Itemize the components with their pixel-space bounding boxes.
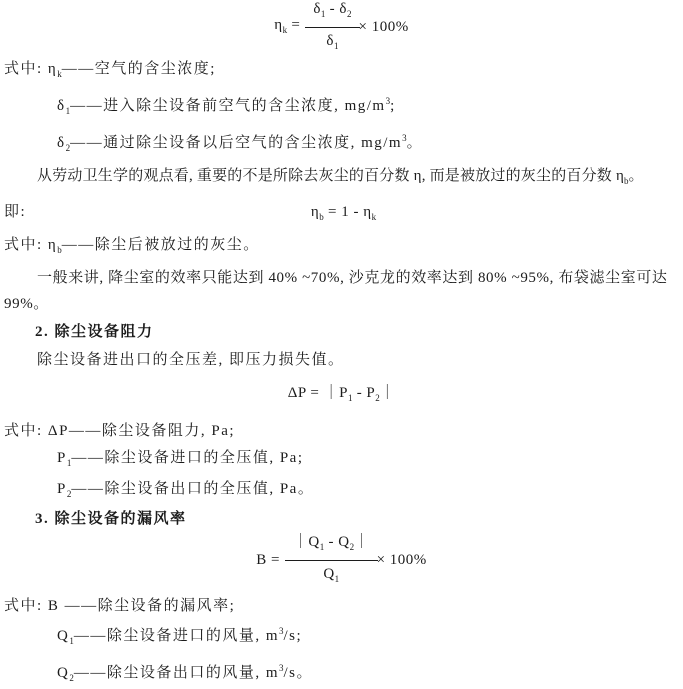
pressure-drop-expression: $\Delta P = |P_1$ - $P_2|$ <box>287 385 396 403</box>
delta2-definition: $\delta_2——$通过除尘设备以后空气的含尘浓度, $mg/m^3$。 <box>57 133 424 153</box>
q1-definition: $Q_1——$除尘设备进口的风量, $m^3/s$; <box>57 626 303 646</box>
resistance-description: 除尘设备进出口的全压差, 即压力损失值。 <box>37 352 345 368</box>
leakage-formula-denominator: $Q_1$ <box>323 565 340 584</box>
leakage-formula <box>0 533 683 587</box>
delta-p-definition: 式中: ΔP——除尘设备阻力, Pa; <box>4 423 236 439</box>
p1-definition: $P_1——$除尘设备进口的全压值, Pa; <box>57 450 304 468</box>
leakage-formula-lhs: B = <box>256 552 280 568</box>
passed-dust-formula-line <box>0 201 683 228</box>
passed-dust-formula: $\eta_b = 1 - \eta_k$ <box>310 204 377 222</box>
ji-label: 即: <box>4 204 27 220</box>
b-definition: 式中: B ——除尘设备的漏风率; <box>4 598 236 614</box>
leakage-formula-fraction <box>285 531 378 590</box>
efficiency-formula <box>0 2 683 52</box>
delta1-definition: $\delta_1——$进入除尘设备前空气的含尘浓度, $mg/m^3$; <box>57 96 396 116</box>
leakage-formula-suffix: × 100% <box>376 552 427 568</box>
hygiene-paragraph: 从劳动卫生学的观点看, 重要的不是所除去灰尘的百分数 η, 而是被放过的灰尘的百分数 $\eta_b$。 <box>37 168 644 186</box>
q2-definition: $Q_2——$除尘设备出口的风量, $m^3/s$。 <box>57 663 314 683</box>
pressure-drop-formula <box>0 382 683 409</box>
p2-definition: $P_2——$除尘设备出口的全压值, Pa。 <box>57 481 315 499</box>
section-heading-2: 2. 除尘设备阻力 <box>35 324 154 340</box>
efficiency-formula-numerator: $\delta_1 - \delta_2$ <box>305 0 359 28</box>
efficiency-formula-fraction <box>305 0 359 57</box>
leakage-formula-numerator: $|Q_1$ - $Q_2|$ <box>285 531 378 561</box>
efficiency-formula-lhs: $\eta_k$ = <box>274 16 301 35</box>
eta-k-definition: 式中: $\eta_k——$空气的含尘浓度; <box>4 61 216 79</box>
eta-b-definition: 式中: $\eta_b——$除尘后被放过的灰尘。 <box>4 237 260 255</box>
efficiency-formula-denominator: $\delta_1$ <box>326 32 339 51</box>
efficiency-formula-suffix: × 100% <box>358 19 409 35</box>
section-heading-3: 3. 除尘设备的漏风率 <box>35 511 187 527</box>
efficiency-range-paragraph: 一般来讲, 降尘室的效率只能达到 40% ~70%, 沙克龙的效率达到 80% ~95%, 布袋滤尘室可达 99%。 <box>4 270 668 312</box>
